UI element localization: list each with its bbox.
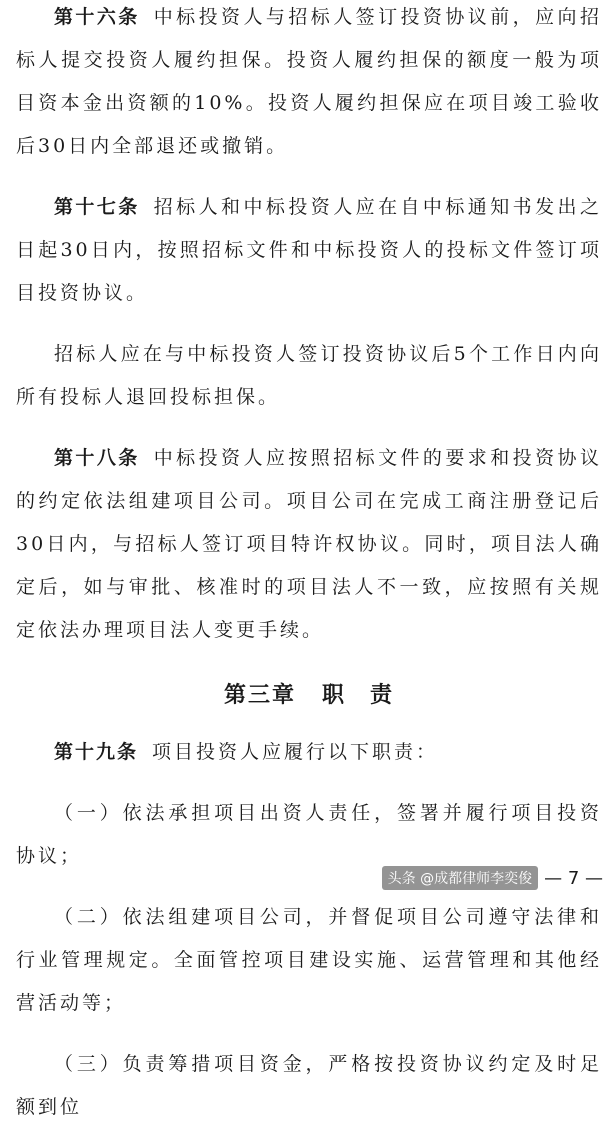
chapter-number: 第三章 [223,683,296,708]
duty-item-2: （二）依法组建项目公司，并督促项目公司遵守法律和行业管理规定。全面管控项目建设实施、运营管理和其他经营活动等； [16,906,602,1014]
chapter-name: 职 责 [322,683,395,708]
article-18-text: 中标投资人应按照招标文件的要求和投资协议的约定依法组建项目公司。项目公司在完成工商注册登记后30日内，与招标人签订项目特许权协议。同时，项目法人确定后，如与审批、核准时的项目法人不一致，应按照有关规定依法办理项目法人变更手续。 [16,447,602,641]
watermark-text: 头条 @成都律师李奕俊 [387,871,533,887]
chapter-title [16,678,602,709]
article-17-label: 第十七条 [54,196,140,218]
watermark [382,866,538,890]
article-16 [16,0,602,168]
duty-item-1: （一）依法承担项目出资人责任，签署并履行项目投资协议； [16,802,602,867]
footer [382,866,603,890]
page-number: — 7 — [544,867,603,889]
article-16-text: 中标投资人与招标人签订投资协议前，应向招标人提交投资人履约担保。投资人履约担保的额度一般为项目资本金出资额的10%。投资人履约担保应在项目竣工验收后30日内全部退还或撤销。 [16,6,602,157]
article-19-text: 项目投资人应履行以下职责： [152,741,439,763]
document-page [16,0,602,1129]
article-19-label: 第十九条 [54,741,139,763]
article-16-label: 第十六条 [54,6,140,28]
article-17-paragraph-2: 招标人应在与中标投资人签订投资协议后5个工作日内向所有投标人退回投标担保。 [16,343,602,408]
duty-item-3: （三）负责筹措项目资金，严格按投资协议约定及时足额到位 [16,1053,602,1118]
article-18 [16,437,602,652]
article-17-text: 招标人和中标投资人应在自中标通知书发出之日起30日内，按照招标文件和中标投资人的投标文件签订项目投资协议。 [16,196,602,304]
article-19 [16,731,602,774]
article-18-label: 第十八条 [54,447,140,469]
article-17 [16,186,602,315]
